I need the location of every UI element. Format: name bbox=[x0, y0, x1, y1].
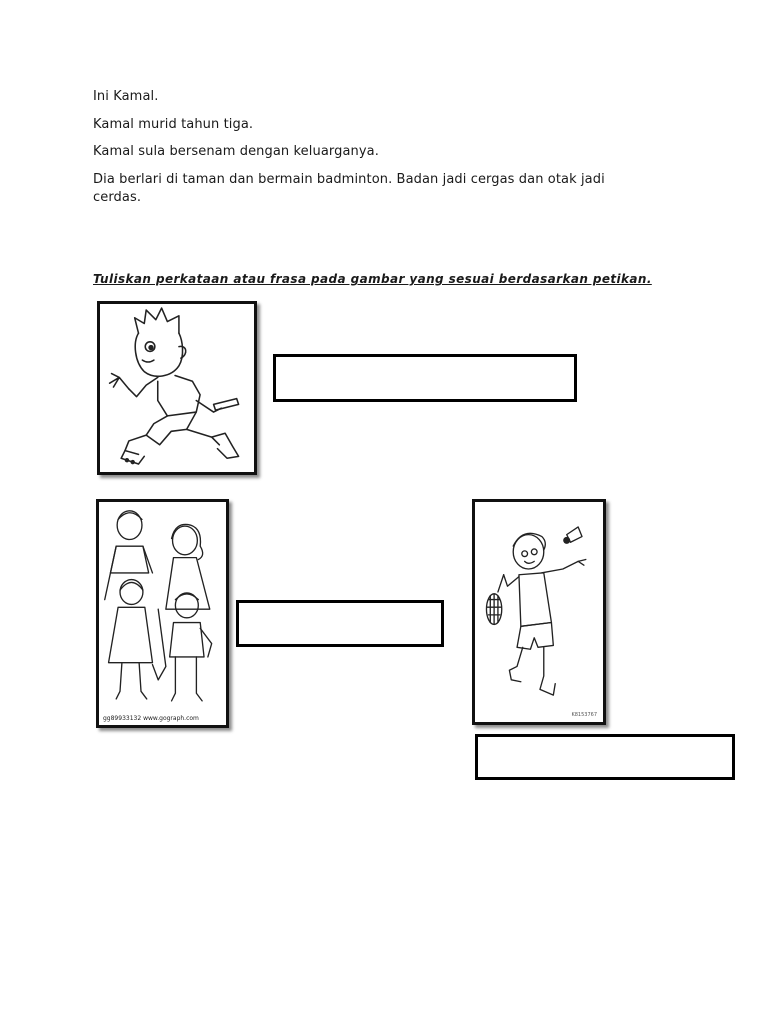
family-picture bbox=[96, 499, 229, 728]
instruction-text: Tuliskan perkataan atau frasa pada gambar yang sesuai berdasarkan petikan. bbox=[93, 272, 652, 286]
badminton-image-code: K8153767 bbox=[571, 712, 597, 718]
passage-line-5: cerdas. bbox=[93, 190, 142, 205]
answer-box-running[interactable] bbox=[273, 354, 577, 402]
answer-box-badminton[interactable] bbox=[475, 734, 735, 780]
running-boy-picture bbox=[97, 301, 257, 475]
passage-line-2: Kamal murid tahun tiga. bbox=[93, 117, 254, 132]
family-watermark: gg89933132 www.gograph.com bbox=[103, 715, 199, 722]
badminton-drawing bbox=[475, 502, 603, 722]
passage-line-1: Ini Kamal. bbox=[93, 89, 159, 104]
passage-line-4: Dia berlari di taman dan bermain badminton. Badan jadi cergas dan otak jadi bbox=[93, 172, 605, 187]
answer-box-family[interactable] bbox=[236, 600, 444, 647]
family-drawing bbox=[99, 502, 226, 725]
badminton-picture bbox=[472, 499, 606, 725]
running-boy-drawing bbox=[100, 304, 254, 472]
passage-line-3: Kamal sula bersenam dengan keluarganya. bbox=[93, 144, 379, 159]
